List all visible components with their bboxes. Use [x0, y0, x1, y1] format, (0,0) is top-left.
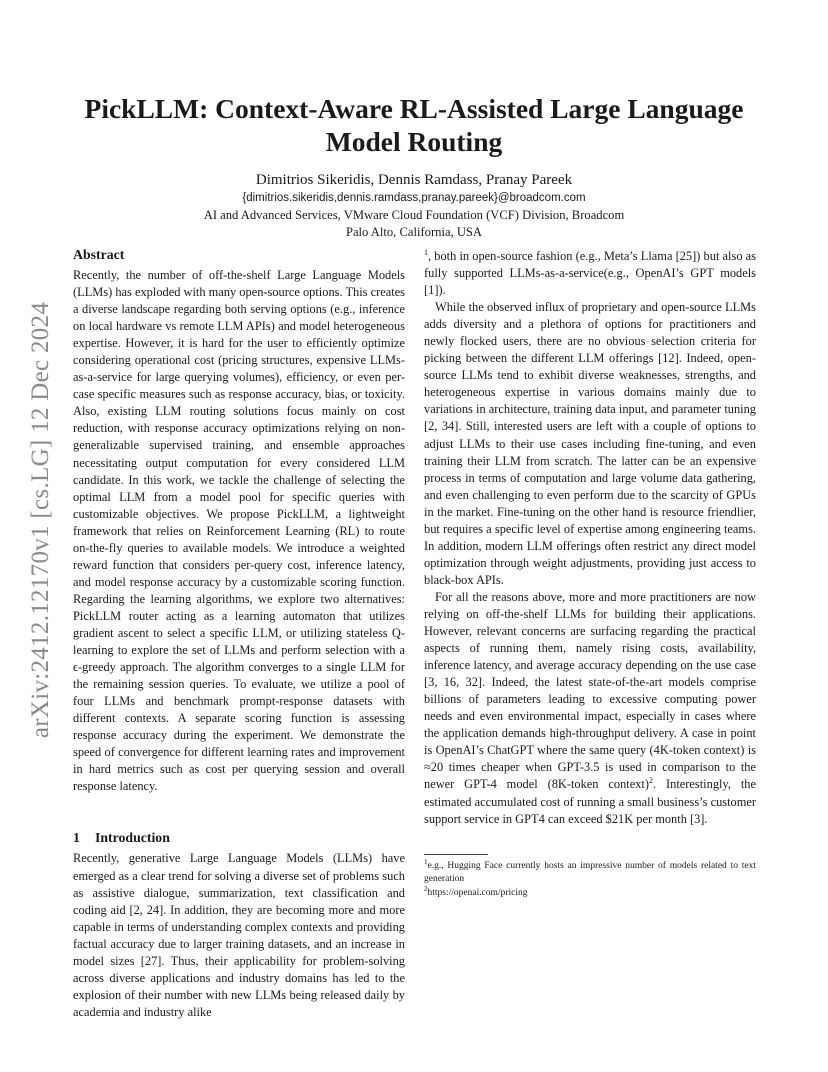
section-number: 1	[73, 830, 80, 846]
footnote-2	[424, 884, 756, 901]
introduction-heading	[73, 828, 405, 847]
intro-paragraph-1-text: Recently, generative Large Language Models (LLMs) have emerged as a clear trend for solving a diverse set of problems such as assistive dialogue, summarization, text classification and coding aid [2, 24]. In addition, they are becoming more and more capable in terms of understanding complex contexts and providing factual accuracy due to larger training datasets, and an increase in model sizes [27]. Thus, their applicability for problem-solving across diverse applications and industry domains has led to the explosion of their number with new LLMs being released daily by academia and industry alike	[73, 851, 405, 1019]
arxiv-identifier: arXiv:2412.12170v1 [cs.LG] 12 Dec 2024	[27, 301, 55, 739]
arxiv-identifier-stamp	[16, 285, 66, 755]
footnote-1-text: e.g., Hugging Face currently hosts an impressive number of models related to text generation	[424, 860, 756, 885]
footnote-divider	[424, 854, 488, 855]
footnote-2-text: https://openai.com/pricing	[427, 887, 528, 898]
right-column	[424, 248, 756, 900]
author-emails: {dimitrios.sikeridis,dennis.ramdass,pranay.pareek}@broadcom.com	[242, 192, 586, 204]
abstract-text: Recently, the number of off-the-shelf Large Language Models (LLMs) has exploded with many open-source options. This creates a diverse landscape regarding both serving options (e.g., inference on local hardware vs remote LLM APIs) and model heterogeneous expertise. However, it is hard for the user to efficiently optimize considering operational cost (pricing structures, expensive LLMs-as-a-service for large querying volumes), efficiency, or even per-case specific measures such as response accuracy, bias, or toxicity. Also, existing LLM routing solutions focus mainly on cost reduction, with response accuracy optimizations relying on non-generalizable supervised training, and ensemble approaches necessitating output computation for every considered LLM candidate. In this work, we tackle the challenge of selecting the optimal LLM from a model pool for specific queries with customizable objectives. We propose PickLLM, a lightweight framework that relies on Reinforcement Learning (RL) to route on-the-fly queries to available models. We introduce a weighted reward function that considers per-query cost, inference latency, and model response accuracy by a customizable scoring function. Regarding the learning algorithms, we explore two alternatives: PickLLM router acting as a learning automaton that utilizes gradient ascent to select a specific LLM, or utilizing stateless Q-learning to explore the set of LLMs and perform selection with a ϵ-greedy approach. The algorithm converges to a single LLM for the remaining session queries. To evaluate, we utilize a pool of four LLMs and benchmark prompt-response datasets with different contexts. A separate scoring function is assessing response accuracy during the experiment. We demonstrate the speed of convergence for different learning rates and improvement in hard metrics such as cost per querying session and overall response latency.	[73, 268, 405, 794]
footnote-1-mark: 1	[424, 857, 428, 866]
footnote-mark-2: 2	[649, 776, 654, 786]
section-title: Introduction	[95, 830, 170, 846]
abstract-heading: Abstract	[73, 247, 125, 262]
intro-paragraph-1-tail: , both in open-source fashion (e.g., Meta’s Llama [25]) but also as fully supported LLMs-as-a-service(e.g., OpenAI’s GPT models [1]).	[424, 249, 756, 298]
intro-paragraph-3-text: For all the reasons above, more and more practitioners are now relying on off-the-shelf LLMs for building their applications. However, relevant concerns are surfacing regarding the practical aspects of running them, namely rising costs, availability, inference latency, and average accuracy depending on the use case [3, 16, 32]. Indeed, the latest state-of-the-art models comprise billions of parameters leading to excessive computing power needs and even environmental impact, especially in cases where the application demands high-throughput delivery. A case in point is OpenAI’s ChatGPT where the same query (4K-token context) is ≈20 times cheaper when GPT-3.5 is used in comparison to the newer GPT-4 model (8K-token context)	[424, 589, 756, 792]
left-column	[73, 245, 405, 1021]
intro-paragraph-2: While the observed influx of proprietary and open-source LLMs adds diversity and a plethora of options for practitioners and newly flocked users, there are no obvious selection criteria for picking between the different LLM offerings [12]. Indeed, open-source LLMs tend to exhibit diverse weaknesses, strengths, and heterogeneous expertise in various domains mainly due to variations in architecture, training data input, and parameter tuning [2, 34]. Still, interested users are left with a couple of options to adjust LLMs to their use cases including fine-tuning, and even training their LLM from scratch. The latter can be an expensive process in terms of computation and large volume data gathering, and even challenging to even perform due to the scarcity of GPUs in the market. Fine-tuning on the other hand is resource friendlier, but requires a specific level of expertise among engineering teams. In addition, modern LLM offerings often restrict any direct model optimization through weight adjustments, providing just access to black-box APIs.	[424, 300, 756, 587]
intro-paragraph-3	[424, 589, 756, 828]
author-names: Dimitrios Sikeridis, Dennis Ramdass, Pranay Pareek	[255, 172, 573, 188]
footnote-mark-1: 1	[424, 247, 428, 257]
footnote-2-mark: 2	[424, 884, 428, 893]
author-affiliation: AI and Advanced Services, VMware Cloud Foundation (VCF) Division, Broadcom	[203, 208, 625, 222]
author-location: Palo Alto, California, USA	[345, 225, 483, 239]
intro-paragraph-1-continued	[424, 248, 756, 299]
paper-title: PickLLM: Context-Aware RL-Assisted Large Language Model Routing	[84, 93, 744, 157]
footnote-1	[424, 857, 756, 887]
intro-paragraph-1	[73, 850, 405, 1020]
author-block	[60, 170, 768, 241]
intro-paragraph-3-tail: . Interestingly, the estimated accumulated cost of running a small business’s customer support service in GPT4 can exceed $21K per month [3].	[424, 777, 756, 826]
